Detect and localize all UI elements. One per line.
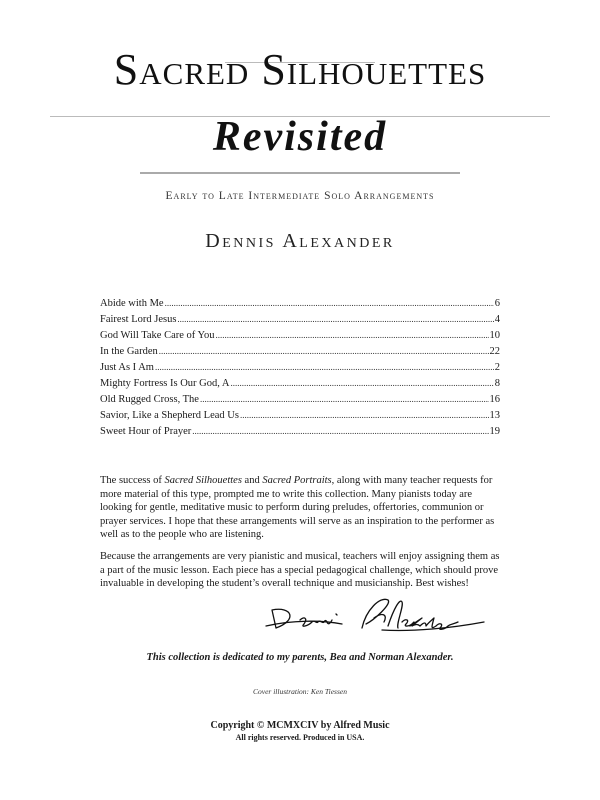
toc-entry bbox=[100, 391, 500, 407]
toc-title: Sweet Hour of Prayer bbox=[100, 426, 192, 437]
toc-title: In the Garden bbox=[100, 346, 158, 357]
toc-page: 6 bbox=[494, 298, 500, 309]
toc-entry bbox=[100, 375, 500, 391]
cover-credit: Cover illustration: Ken Tiessen bbox=[253, 687, 347, 696]
toc-entry bbox=[100, 359, 500, 375]
toc-leader bbox=[240, 407, 489, 423]
toc-title: Just As I Am bbox=[100, 362, 154, 373]
rights-notice: All rights reserved. Produced in USA. bbox=[235, 733, 365, 742]
toc-leader bbox=[159, 343, 489, 359]
toc-leader bbox=[155, 359, 494, 375]
author-signature bbox=[262, 590, 492, 638]
intro-paragraph-1 bbox=[100, 474, 505, 542]
subtitle-rule bbox=[140, 172, 460, 174]
toc-title: Fairest Lord Jesus bbox=[100, 314, 177, 325]
intro-text: The success of bbox=[100, 475, 165, 486]
toc-title: Savior, Like a Shepherd Lead Us bbox=[100, 410, 239, 421]
toc-page: 16 bbox=[489, 394, 500, 405]
toc-leader bbox=[200, 391, 489, 407]
author-name: Dennis Alexander bbox=[205, 230, 395, 252]
toc-leader bbox=[177, 311, 493, 327]
toc-title: God Will Take Care of You bbox=[100, 330, 215, 341]
dedication: This collection is dedicated to my parents, Bea and Norman Alexander. bbox=[146, 652, 454, 663]
table-of-contents bbox=[100, 295, 500, 439]
book-reference: Sacred Silhouettes bbox=[164, 475, 242, 486]
toc-title: Mighty Fortress Is Our God, A bbox=[100, 378, 230, 389]
toc-entry bbox=[100, 327, 500, 343]
toc-title: Abide with Me bbox=[100, 298, 164, 309]
toc-page: 2 bbox=[494, 362, 500, 373]
toc-page: 13 bbox=[489, 410, 500, 421]
copyright: Copyright © MCMXCIV by Alfred Music bbox=[210, 720, 390, 731]
book-title: Sacred Silhouettes bbox=[113, 45, 487, 94]
toc-entry bbox=[100, 423, 500, 439]
toc-page: 4 bbox=[494, 314, 500, 325]
toc-entry bbox=[100, 407, 500, 423]
toc-page: 8 bbox=[494, 378, 500, 389]
toc-page: 10 bbox=[489, 330, 500, 341]
book-reference: Sacred Portraits bbox=[262, 475, 332, 486]
toc-entry bbox=[100, 311, 500, 327]
toc-leader bbox=[231, 375, 494, 391]
intro-text: , along with many teacher requests for more material of this type, prompted me to write this collection. Many pianists today are looking for gentle, meditative music to perform during preludes, offertories, communion or prayer services. I hope that these arrangements will serve as an inspiration to the performer as well as to the people who are listening. bbox=[100, 475, 495, 540]
toc-leader bbox=[192, 423, 488, 439]
toc-leader bbox=[216, 327, 489, 343]
level-description: Early to Late Intermediate Solo Arrangements bbox=[165, 190, 435, 202]
toc-title: Old Rugged Cross, The bbox=[100, 394, 199, 405]
intro-text: and bbox=[241, 475, 263, 486]
intro-paragraph-2: Because the arrangements are very pianistic and musical, teachers will enjoy assigning them as a part of the music lesson. Each piece has a special pedagogical challenge, which should prove invaluable in developing the student’s overall technique and musicianship. Best wishes! bbox=[100, 551, 500, 589]
toc-page: 22 bbox=[489, 346, 500, 357]
book-subtitle: Revisited bbox=[212, 114, 388, 160]
toc-page: 19 bbox=[489, 426, 500, 437]
toc-entry bbox=[100, 343, 500, 359]
toc-entry bbox=[100, 295, 500, 311]
toc-leader bbox=[165, 295, 494, 311]
